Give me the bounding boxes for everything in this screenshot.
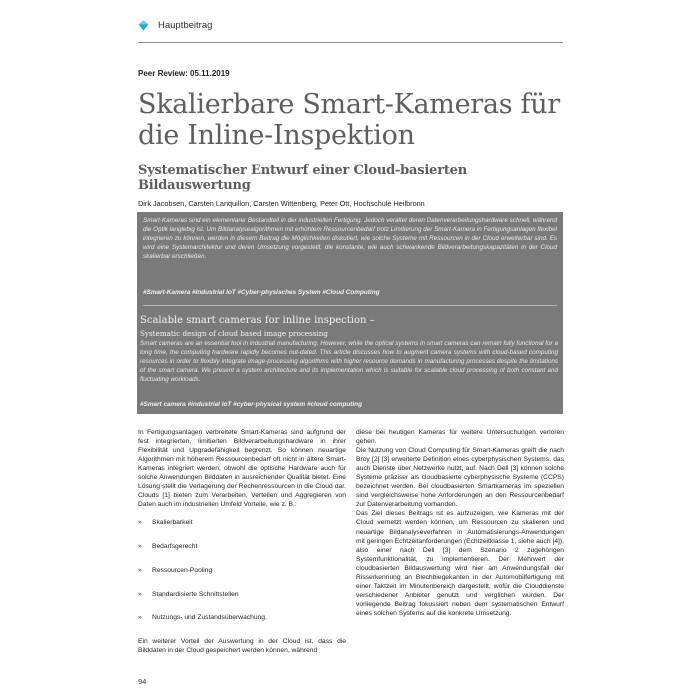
paragraph-goal: Das Ziel dieses Beitrags ist es aufzuzeigen, wie Kameras mit der Cloud vernetzt werden können, um Ressourcen zu skalieren und neuartige Bildanalyseverfahren in Automatisierungs-Anwendungen mit geringen Echtzeitanforderungen (Echtzeitklasse 1, siehe auch [4]), also einer nach Dell [3] dem Szenario 2 zugehörigen Systemfunktionalität, zu implementieren. Der Mehrwert der cloudbasierten Bildauswertung wird hier am Anwendungsfall der Risserkennung an Blechbiegekanten in der Automobilfertigung mit einer Taktzeit im Minutenbereich dargestellt, wofür die Clouddienste verschiedener Anbieter genutzt und verglichen wurden. Der vorliegende Beitrag fokussiert neben dem systematischen Entwurf eines solchen Systems auf die konkrete Umsetzung. bbox=[356, 510, 564, 617]
list-item-text: Bedarfsgerecht bbox=[152, 543, 198, 551]
abstract-english: Smart cameras are an essential tool in industrial manufacturing. However, while the optical systems in smart cameras can remain fully functional for a long time, the computing hardware rapidly becomes out-dated. This article discusses how to augment camera systems with cloud-based computing resources in order to flexibly integrate image-processing algorithms with higher resource demands in manufacturing processes despite the limitations of the smart camera. We present a system architecture and its implementation which is suitable for scalable cloud processing of both constant and fluctuating workloads. bbox=[140, 340, 558, 384]
english-subtitle: Systematic design of cloud based image processing bbox=[140, 329, 329, 338]
advantages-list bbox=[138, 518, 346, 622]
article-title: Skalierbare Smart-Kameras für die Inline-Inspektion bbox=[138, 89, 560, 151]
abstract-german: Smart-Kameras sind ein elementarer Bestandteil in der industriellen Fertigung. Jedoch veraltet deren Datenverarbeitungshardware schnell, während die Optik langlebig ist. Um Bildanalysealgorithmen mit erhöhtem Ressourcenbedarf trotz Limitierung der Smart-Kamera in Fertigungsanlagen flexibel integrieren zu können, werden in diesem Beitrag die Möglichkeiten diskutiert, wie solche Systeme mit Ressourcen in der Cloud erweiterbar sind. Es wird eine Systemarchitektur und deren Umsetzung vorgestellt, die konstante, wie auch schwankende Bildverarbeitungskapazitäten in der Cloud skalierbar erschließen. bbox=[143, 217, 557, 261]
intro-paragraph: In Fertigungsanlagen verbreitete Smart-Kameras sind aufgrund der fest integrierten, limitierten Bildverarbeitungshardware in ihrer Flexibilität und Upgradefähigkeit begrenzt. So können neuartige Algorithmen mit höherem Ressourcenbedarf oft nicht in ältere Smart-Kameras integriert werden, obwohl die optische Hardware auch für solche Anwendungen Bilddaten in ausreichender Qualität bietet. Eine Lösung stellt die Verlagerung der Rechenressourcen in die Cloud dar. Clouds [1] bieten zum Verarbeiten, Verteilen und Aggregieren von Daten auch im industriellen Umfeld Vorteile, wie z. B.: bbox=[138, 429, 346, 509]
article-subtitle: Systematischer Entwurf einer Cloud-basierten Bildauswertung bbox=[138, 163, 467, 193]
list-item-text: Skalierbarkeit bbox=[152, 519, 193, 527]
list-item bbox=[138, 566, 346, 575]
author-list: Dirk Jacobsen, Carsten Lanquillon, Carsten Wittenberg, Peter Ott, Hochschule Heilbronn bbox=[138, 199, 425, 208]
paragraph-continuation: diese bei heutigen Kameras für weitere Untersuchungen verloren gehen. bbox=[356, 429, 564, 446]
body-column-left bbox=[138, 428, 346, 655]
list-item-text: Nutzungs- und Zustandsüberwachung. bbox=[152, 614, 267, 622]
peer-review-date: Peer Review: 05.11.2019 bbox=[138, 69, 230, 78]
bullet-mark: » bbox=[138, 590, 142, 598]
abstract-box bbox=[137, 212, 563, 414]
bullet-mark: » bbox=[138, 614, 142, 622]
page-number: 94 bbox=[138, 677, 147, 686]
bullet-mark: » bbox=[138, 519, 142, 527]
list-item bbox=[138, 590, 346, 599]
list-item bbox=[138, 613, 346, 622]
english-title: Scalable smart cameras for inline inspection – bbox=[140, 315, 375, 326]
list-item-text: Ressourcen-Pooling bbox=[152, 566, 213, 574]
section-label: Hauptbeitrag bbox=[158, 20, 213, 31]
list-item bbox=[138, 542, 346, 551]
list-item-text: Standardisierte Schnittstellen bbox=[152, 590, 239, 598]
list-item bbox=[138, 518, 346, 527]
paragraph-cloud-usage: Die Nutzung von Cloud Computing für Smart-Kameras greift die nach Broy [2] [3] erweiterte Definition eines cyberphysischen Systems, das auch Dienste über Netzwerke nutzt, auf. Nach Dell [3] können solche Systeme präziser als cloudbasierte cyberphysische Systeme (CCPS) bezeichnet werden. Bei cloudbasierten Smartkameras im speziellen sind vergleichsweise hohe Anforderungen an den Ressourcenbedarf zur Datenverarbeitung vorhanden. bbox=[356, 447, 564, 509]
bullet-mark: » bbox=[138, 543, 142, 551]
bullet-mark: » bbox=[138, 566, 142, 574]
section-tag bbox=[138, 20, 212, 31]
keywords-german: #Smart-Kamera #Industrial IoT #Cyber-physisches System #Cloud Computing bbox=[143, 289, 380, 296]
abstract-divider bbox=[143, 305, 557, 306]
outro-paragraph: Ein weiterer Vorteil der Auswertung in der Cloud ist, dass die Bilddaten in der Cloud gespeichert werden können, während bbox=[138, 638, 346, 655]
diamond-icon bbox=[138, 20, 149, 31]
keywords-english: #Smart camera #industrial IoT #cyber-physical system #cloud computing bbox=[140, 401, 362, 408]
header-divider bbox=[138, 42, 563, 43]
body-column-right bbox=[356, 428, 564, 618]
